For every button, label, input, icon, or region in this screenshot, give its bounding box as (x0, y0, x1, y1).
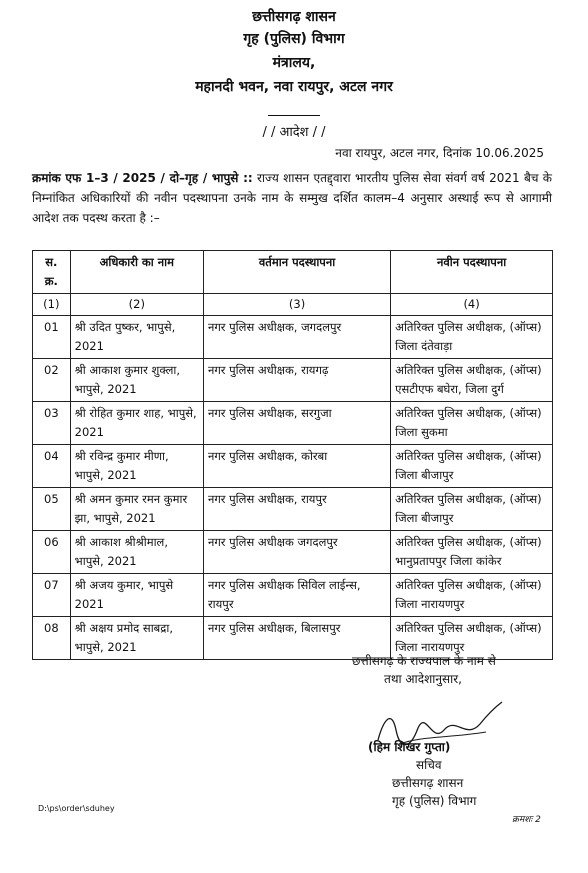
cell-sno: 05 (33, 488, 71, 531)
cell-current-posting: नगर पुलिस अधीक्षक, रायगढ़ (203, 359, 390, 402)
table-header-row (33, 251, 553, 294)
ministry-label: मंत्रालय, (272, 55, 316, 71)
cell-current-posting: नगर पुलिस अधीक्षक, रायपुर (203, 488, 390, 531)
order-title: / / आदेश / / (262, 125, 326, 140)
column-number-row (33, 294, 553, 316)
closing-line-2: तथा आदेशानुसार, (384, 672, 462, 686)
cell-sno: 08 (33, 617, 71, 660)
cell-current-posting: नगर पुलिस अधीक्षक, जगदलपुर (203, 316, 390, 359)
table-row (33, 359, 553, 402)
place-date: नवा रायपुर, अटल नगर, दिनांक 10.06.2025 (335, 146, 544, 160)
signatory-dept-line2: गृह (पुलिस) विभाग (392, 794, 477, 808)
order-paragraph (32, 168, 552, 228)
order-body: राज्य शासन एतद्द्वारा भारतीय पुलिस सेवा संवर्ग वर्ष 2021 बैच के निम्नांकित अधिकारियों की नवीन पदस्थापना उनके नाम के सम्मुख दर्शित कालम–4 अनुसार अस्थाई रूप से आगामी आदेश तक पदस्थ करता है :– (32, 171, 552, 225)
cell-new-posting: अतिरिक्त पुलिस अधीक्षक, (ऑप्स) जिला नारायणपुर (391, 574, 553, 617)
cell-current-posting: नगर पुलिस अधीक्षक, सरगुजा (203, 402, 390, 445)
continued-mark: क्रमशः 2 (512, 815, 541, 825)
signatory-designation: सचिव (416, 758, 442, 772)
header-divider (268, 115, 320, 116)
table-row (33, 316, 553, 359)
address: महानदी भवन, नवा रायपुर, अटल नगर (195, 79, 393, 95)
cell-current-posting: नगर पुलिस अधीक्षक जगदलपुर (203, 531, 390, 574)
col-number: (4) (391, 294, 553, 316)
table-row (33, 488, 553, 531)
signatory-dept-line1: छत्तीसगढ़ शासन (392, 776, 464, 790)
table-row (33, 402, 553, 445)
cell-officer-name: श्री आकाश कुमार शुक्ला, भापुसे, 2021 (70, 359, 203, 402)
header-sno: स. क्र. (33, 251, 71, 294)
closing-line-1: छत्तीसगढ़ के राज्यपाल के नाम से (352, 654, 496, 668)
table-row (33, 445, 553, 488)
cell-officer-name: श्री रविन्द्र कुमार मीणा, भापुसे, 2021 (70, 445, 203, 488)
cell-new-posting: अतिरिक्त पुलिस अधीक्षक, (ऑप्स) जिला बीजापुर (391, 445, 553, 488)
cell-sno: 07 (33, 574, 71, 617)
cell-officer-name: श्री अक्षय प्रमोद साबद्रा, भापुसे, 2021 (70, 617, 203, 660)
cell-officer-name: श्री उदित पुष्कर, भापुसे, 2021 (70, 316, 203, 359)
cell-current-posting: नगर पुलिस अधीक्षक सिविल लाईन्स, रायपुर (203, 574, 390, 617)
header-current-posting: वर्तमान पदस्थापना (203, 251, 390, 294)
order-reference: क्रमांक एफ 1–3 / 2025 / दो–गृह / भापुसे :: (32, 171, 253, 185)
cell-officer-name: श्री आकाश श्रीश्रीमाल, भापुसे, 2021 (70, 531, 203, 574)
col-number: (3) (203, 294, 390, 316)
cell-sno: 01 (33, 316, 71, 359)
cell-current-posting: नगर पुलिस अधीक्षक, कोरबा (203, 445, 390, 488)
cell-sno: 03 (33, 402, 71, 445)
cell-new-posting: अतिरिक्त पुलिस अधीक्षक, (ऑप्स) जिला सुकमा (391, 402, 553, 445)
cell-new-posting: अतिरिक्त पुलिस अधीक्षक, (ऑप्स) भानुप्रतापपुर जिला कांकेर (391, 531, 553, 574)
cell-sno: 06 (33, 531, 71, 574)
govt-name: छत्तीसगढ़ शासन (252, 9, 336, 25)
department-name: गृह (पुलिस) विभाग (243, 31, 345, 47)
cell-new-posting: अतिरिक्त पुलिस अधीक्षक, (ऑप्स) जिला दंतेवाड़ा (391, 316, 553, 359)
col-number: (1) (33, 294, 71, 316)
file-path-footnote: D:\ps\order\sduhey (38, 804, 115, 813)
header-officer-name: अधिकारी का नाम (70, 251, 203, 294)
cell-officer-name: श्री रोहित कुमार शाह, भापुसे, 2021 (70, 402, 203, 445)
cell-sno: 02 (33, 359, 71, 402)
cell-current-posting: नगर पुलिस अधीक्षक, बिलासपुर (203, 617, 390, 660)
table-row (33, 531, 553, 574)
col-number: (2) (70, 294, 203, 316)
cell-new-posting: अतिरिक्त पुलिस अधीक्षक, (ऑप्स) जिला बीजापुर (391, 488, 553, 531)
cell-new-posting: अतिरिक्त पुलिस अधीक्षक, (ऑप्स) जिला नारायणपुर (391, 617, 553, 660)
posting-table (32, 250, 553, 660)
table-row (33, 574, 553, 617)
cell-new-posting: अतिरिक्त पुलिस अधीक्षक, (ऑप्स) एसटीएफ बघेरा, जिला दुर्ग (391, 359, 553, 402)
header-new-posting: नवीन पदस्थापना (391, 251, 553, 294)
cell-officer-name: श्री अमन कुमार रमन कुमार झा, भापुसे, 2021 (70, 488, 203, 531)
signatory-name: (हिम शिखर गुप्ता) (368, 740, 451, 754)
cell-officer-name: श्री अजय कुमार, भापुसे 2021 (70, 574, 203, 617)
cell-sno: 04 (33, 445, 71, 488)
